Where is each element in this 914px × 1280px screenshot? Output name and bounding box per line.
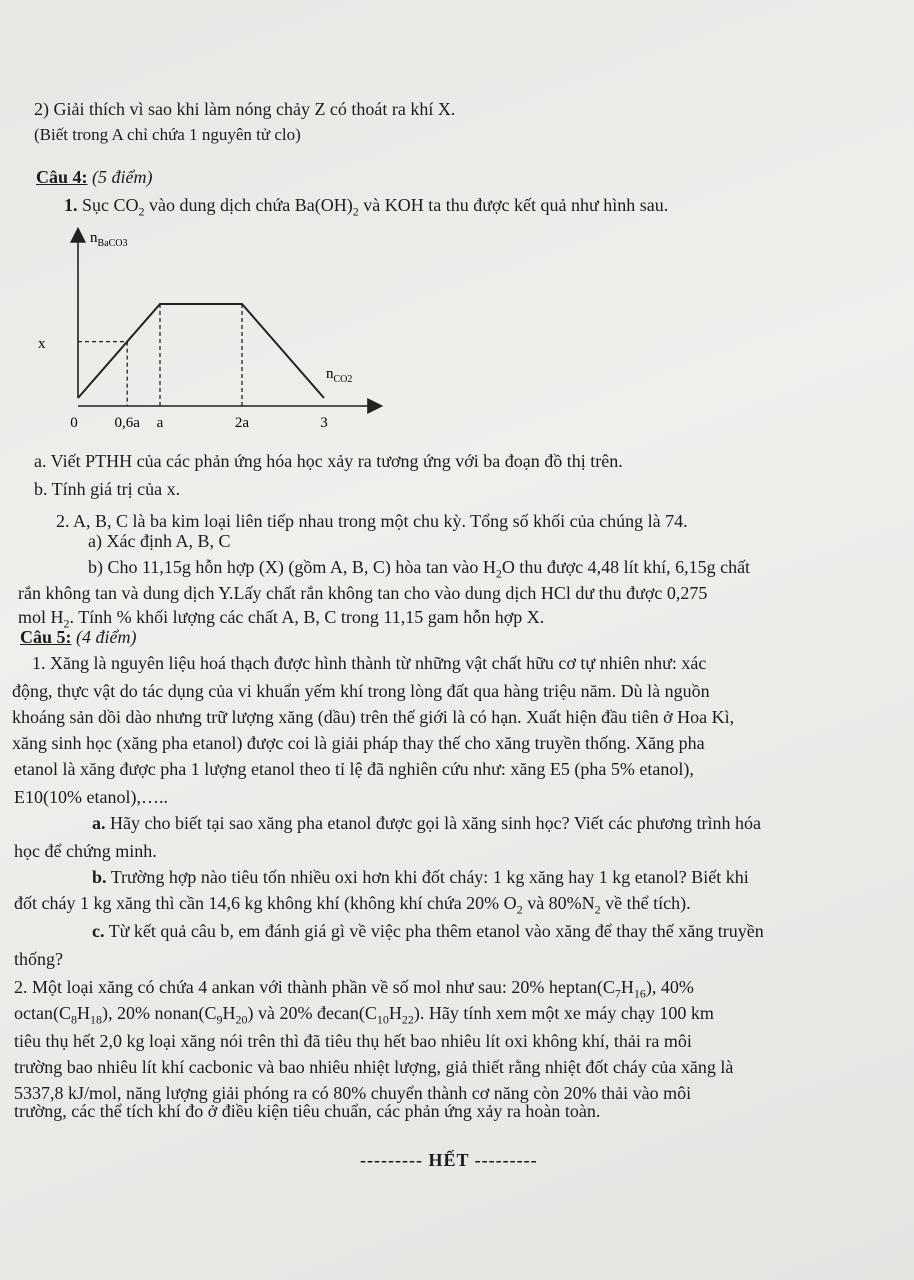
sub: 9 [216, 1012, 223, 1027]
q4-heading [36, 166, 153, 188]
sub: 2 [495, 566, 502, 581]
q5-c-l2: thống? [14, 949, 63, 969]
q5-b-l1 [92, 866, 749, 888]
q5-p2-l3: tiêu thụ hết 2,0 kg loại xăng nói trên thì đã tiêu thụ hết bao nhiêu lít oxi không khí, thải ra môi [14, 1031, 692, 1051]
q3-note: (Biết trong A chỉ chứa 1 nguyên tử clo) [34, 125, 301, 144]
q4-p1-num: 1. [64, 195, 78, 215]
x-tick-label: 0 [70, 415, 78, 431]
text: H [76, 1003, 90, 1023]
text: octan(C [14, 1003, 71, 1023]
y-marker-label: x [38, 336, 46, 352]
baco3-chart [20, 222, 400, 440]
text: và 80%N [522, 893, 595, 913]
q5-p2-l4: trường bao nhiêu lít khí cacbonic và bao nhiêu nhiệt lượng, giả thiết rằng nhiệt đốt cháy của xăng là [14, 1057, 734, 1077]
sub: 2 [352, 204, 359, 219]
label: c. [92, 921, 105, 941]
q3-part2: 2) Giải thích vì sao khi làm nóng chảy Z có thoát ra khí X. [34, 99, 456, 119]
sub: 22 [401, 1012, 414, 1027]
sub: 2 [594, 902, 601, 917]
q5-a-l1 [92, 812, 761, 834]
x-tick-label: a [156, 415, 164, 431]
sub: 18 [89, 1012, 102, 1027]
q5-points: (4 điểm) [76, 627, 137, 647]
q5-heading [20, 626, 137, 648]
text: H [388, 1003, 402, 1023]
q4-b: b. Tính giá trị của x. [34, 479, 181, 499]
q5-p1-l5: etanol là xăng được pha 1 lượng etanol theo tỉ lệ đã nghiên cứu như: xăng E5 (pha 5% etanol), [14, 759, 694, 779]
q4-p2b-line3 [18, 606, 545, 631]
q5-p1-l2: động, thực vật do tác dụng của vi khuẩn yếm khí trong lòng đất qua hàng triệu năm. Dù là nguồn [12, 681, 710, 701]
q4-p2b-line2: rắn không tan và dung dịch Y.Lấy chất rắn không tan cho vào dung dịch HCl dư thu được 0,275 [18, 583, 708, 603]
q4-p1-text: vào dung dịch chứa Ba(OH) [144, 195, 353, 215]
q5-b-l2 [14, 892, 691, 917]
sub: 8 [70, 1012, 77, 1027]
text: ), 20% nonan(C [101, 1003, 217, 1023]
text: Trường hợp nào tiêu tốn nhiều oxi hơn khi đốt cháy: 1 kg xăng hay 1 kg etanol? Biết khi [106, 867, 749, 887]
sub: 2 [138, 204, 145, 219]
text: Từ kết quả câu b, em đánh giá gì về việc pha thêm etanol vào xăng để thay thế xăng truyền [104, 921, 764, 941]
y-axis-label: $n_{BaCO3}$ [90, 230, 128, 249]
q5-p2-l1 [14, 976, 694, 1001]
x-axis-label: $n_{CO2}$ [326, 366, 353, 385]
q4-p2: 2. A, B, C là ba kim loại liên tiếp nhau trong một chu kỳ. Tổng số khối của chúng là 74. [56, 511, 688, 531]
q5-a-l2: học để chứng minh. [14, 841, 157, 861]
text: Hãy cho biết tại sao xăng pha etanol được gọi là xăng sinh học? Viết các phương trình hóa [105, 813, 761, 833]
label: a. [92, 813, 106, 833]
text: ). Hãy tính xem một xe máy chạy 100 km [413, 1003, 714, 1023]
text: ), 40% [645, 977, 694, 997]
q4-p1-text: và KOH ta thu được kết quả như hình sau. [358, 195, 669, 215]
end-marker: --------- HẾT --------- [360, 1150, 538, 1170]
sub: 7 [614, 986, 621, 1001]
sub: 20 [235, 1012, 248, 1027]
q4-title: Câu 4: [36, 167, 88, 187]
series-line [78, 304, 324, 398]
q5-p1-l6: E10(10% etanol),….. [14, 787, 168, 807]
sub: 2 [63, 616, 70, 631]
sub: 2 [516, 902, 523, 917]
q4-a: a. Viết PTHH của các phản ứng hóa học xảy ra tương ứng với ba đoạn đồ thị trên. [34, 451, 623, 471]
q5-p2-l6: trường, các thể tích khí đo ở điều kiện tiêu chuẩn, các phản ứng xảy ra hoàn toàn. [14, 1101, 601, 1121]
text: mol H [18, 607, 64, 627]
text: . Tính % khối lượng các chất A, B, C trong 11,15 gam hỗn hợp X. [69, 607, 545, 627]
text: đốt cháy 1 kg xăng thì cần 14,6 kg không khí (không khí chứa 20% O [14, 893, 517, 913]
q5-p2-l2 [14, 1002, 714, 1027]
sub: 10 [376, 1012, 389, 1027]
q4-p1 [64, 194, 669, 219]
sub: 16 [633, 986, 646, 1001]
q4-p2b-line1 [88, 556, 751, 581]
text: O thu được 4,48 lít khí, 6,15g chất [501, 557, 751, 577]
q5-c-l1 [92, 920, 764, 942]
x-tick-label: 0,6a [114, 415, 140, 431]
text: ) và 20% đecan(C [247, 1003, 377, 1023]
x-tick-label: 3 [320, 415, 328, 431]
q5-p1-l1: 1. Xăng là nguyên liệu hoá thạch được hình thành từ những vật chất hữu cơ tự nhiên như: xác [32, 653, 707, 673]
label: b. [92, 867, 107, 887]
q5-p1-l4: xăng sinh học (xăng pha etanol) được coi là giải pháp thay thế cho xăng truyền thống. Xăng pha [12, 733, 705, 753]
q4-p2a: a) Xác định A, B, C [88, 531, 231, 551]
q4-p1-text: Sục CO [82, 195, 139, 215]
text: H [620, 977, 634, 997]
q5-title: Câu 5: [20, 627, 72, 647]
text: 2. Một loại xăng có chứa 4 ankan với thành phần về số mol như sau: 20% heptan(C [14, 977, 615, 997]
x-tick-label: 2a [234, 415, 250, 431]
text: về thể tích). [600, 893, 691, 913]
q5-p2-l5: 5337,8 kJ/mol, năng lượng giải phóng ra có 80% chuyển thành cơ năng còn 20% thải vào môi [14, 1083, 692, 1103]
q5-p1-l3: khoáng sản dồi dào nhưng trữ lượng xăng (dầu) trên thế giới là có hạn. Xuất hiện đầu tiên ở Hoa Kì, [12, 707, 735, 727]
text: b) Cho 11,15g hỗn hợp (X) (gồm A, B, C) hòa tan vào H [88, 557, 496, 577]
q4-points: (5 điểm) [92, 167, 153, 187]
text: H [222, 1003, 236, 1023]
